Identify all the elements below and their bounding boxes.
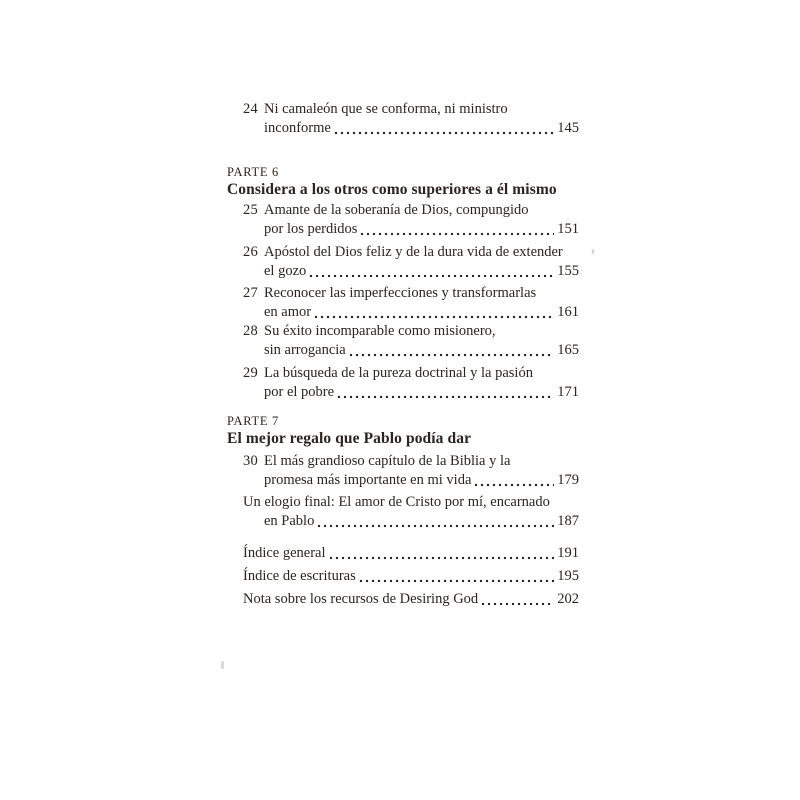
toc-entry-28-line1 xyxy=(243,322,496,341)
dot-leader xyxy=(313,303,554,322)
page-number: 191 xyxy=(557,545,579,561)
scan-speck xyxy=(592,249,595,254)
page-number: 187 xyxy=(557,513,579,529)
page-number: 195 xyxy=(557,568,579,584)
chapter-title-text: Reconocer las imperfecciones y transformarlas xyxy=(264,285,537,301)
dot-leader xyxy=(328,544,555,563)
toc-elogio-line1: Un elogio final: El amor de Cristo por mí, encarnado xyxy=(243,494,550,510)
backmatter-label: Índice de escrituras xyxy=(243,568,356,584)
part-7-label: PARTE 7 xyxy=(227,414,279,428)
page-number: 155 xyxy=(557,263,579,279)
toc-nota-recursos xyxy=(243,590,579,609)
page-number: 202 xyxy=(557,591,579,607)
chapter-title-text: Apóstol del Dios feliz y de la dura vida de extender xyxy=(264,244,563,260)
chapter-title-text: Amante de la soberanía de Dios, compungido xyxy=(264,202,529,218)
chapter-number: 27 xyxy=(243,285,258,301)
dot-leader xyxy=(358,567,555,586)
toc-entry-29-line1 xyxy=(243,364,533,383)
toc-entry-24-line1 xyxy=(243,100,508,119)
toc-entry-30-line2 xyxy=(264,471,579,490)
part-6-title: Considera a los otros como superiores a él mismo xyxy=(227,181,557,198)
dot-leader xyxy=(348,341,555,360)
dot-leader xyxy=(480,590,554,609)
toc-entry-27-line2 xyxy=(264,303,579,322)
page-number: 161 xyxy=(557,304,579,320)
toc-entry-24-line2 xyxy=(264,119,579,138)
dot-leader xyxy=(336,383,554,402)
chapter-number: 25 xyxy=(243,202,258,218)
toc-entry-25-line1 xyxy=(243,201,529,220)
chapter-title-continuation: promesa más importante en mi vida xyxy=(264,472,472,488)
page-number: 171 xyxy=(557,384,579,400)
toc-entry-26-line2 xyxy=(264,262,579,281)
backmatter-label: Nota sobre los recursos de Desiring God xyxy=(243,591,479,607)
page-number: 179 xyxy=(557,472,579,488)
dot-leader xyxy=(316,512,554,531)
part-7-title: El mejor regalo que Pablo podía dar xyxy=(227,430,472,447)
chapter-title-text: La búsqueda de la pureza doctrinal y la pasión xyxy=(264,365,533,381)
toc-elogio-line2 xyxy=(264,512,579,531)
toc-entry-27-line1 xyxy=(243,284,536,303)
toc-entry-25-line2 xyxy=(264,220,579,239)
dot-leader xyxy=(333,119,554,138)
toc-entry-28-line2 xyxy=(264,341,579,360)
page-number: 165 xyxy=(557,342,579,358)
toc-entry-29-line2 xyxy=(264,383,579,402)
chapter-title-continuation: en amor xyxy=(264,304,312,320)
chapter-title-text: Ni camaleón que se conforma, ni ministro xyxy=(264,101,508,117)
toc-indice-escrituras xyxy=(243,567,579,586)
chapter-number: 29 xyxy=(243,365,258,381)
dot-leader xyxy=(359,220,554,239)
scan-speck xyxy=(221,661,224,669)
chapter-number: 30 xyxy=(243,453,258,469)
dot-leader xyxy=(308,262,554,281)
toc-entry-26-line1 xyxy=(243,243,563,262)
chapter-title-text: El más grandioso capítulo de la Biblia y la xyxy=(264,453,511,469)
toc-entry-30-line1 xyxy=(243,452,510,471)
chapter-title-continuation: sin arrogancia xyxy=(264,342,346,358)
chapter-title-continuation: el gozo xyxy=(264,263,307,279)
entry-title-continuation: en Pablo xyxy=(264,513,315,529)
backmatter-label: Índice general xyxy=(243,545,326,561)
chapter-number: 26 xyxy=(243,244,258,260)
chapter-number: 24 xyxy=(243,101,258,117)
dot-leader xyxy=(473,471,554,490)
page-number: 151 xyxy=(557,221,579,237)
page-number: 145 xyxy=(557,120,579,136)
chapter-title-continuation: inconforme xyxy=(264,120,331,136)
chapter-title-text: Su éxito incomparable como misionero, xyxy=(264,323,496,339)
toc-indice-general xyxy=(243,544,579,563)
chapter-number: 28 xyxy=(243,323,258,339)
part-6-label: PARTE 6 xyxy=(227,165,279,179)
chapter-title-continuation: por el pobre xyxy=(264,384,335,400)
chapter-title-continuation: por los perdidos xyxy=(264,221,358,237)
